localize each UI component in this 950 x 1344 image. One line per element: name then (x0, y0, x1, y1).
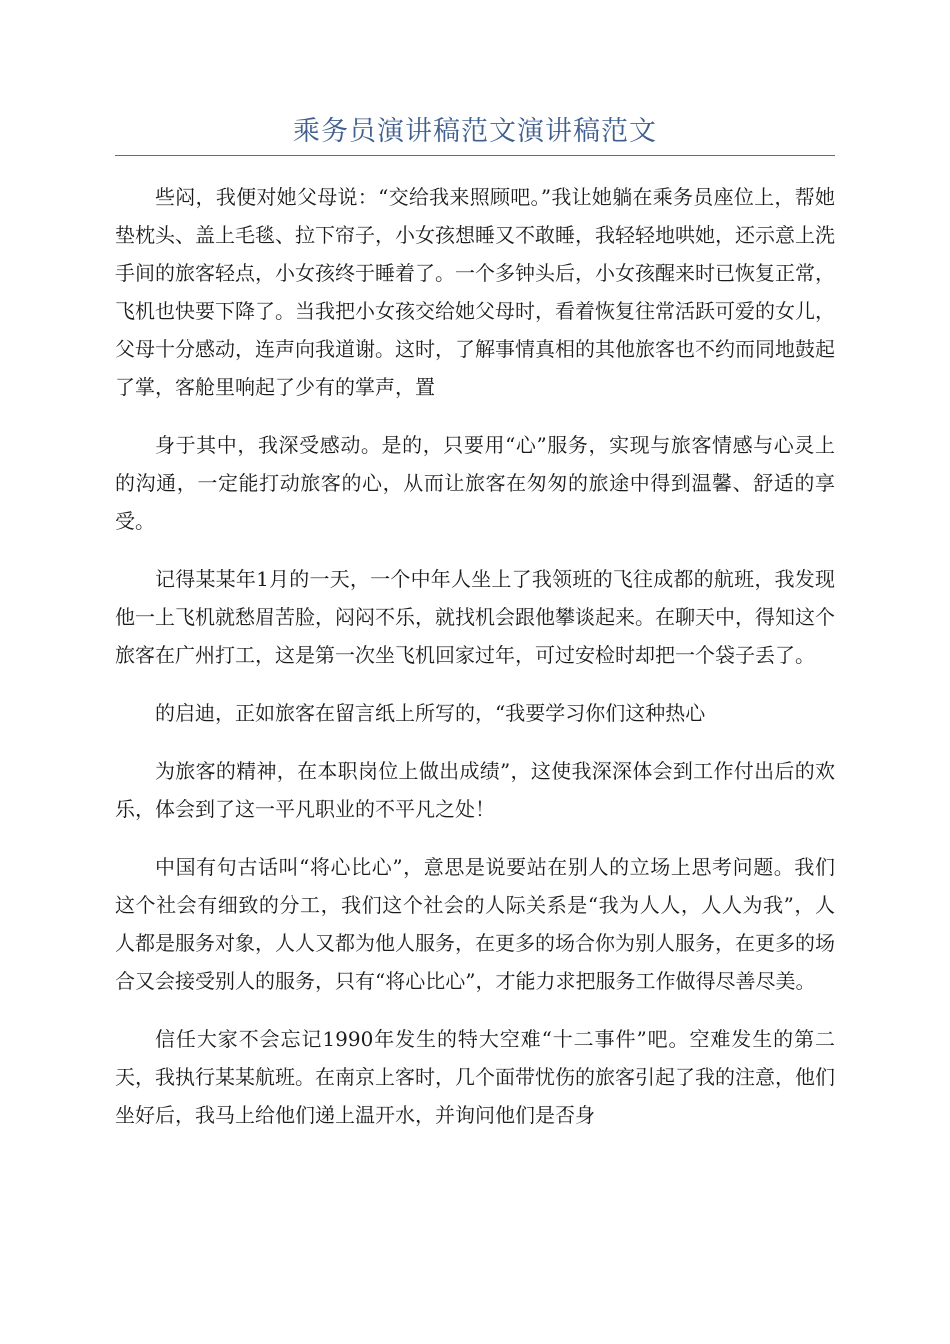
paragraph: 为旅客的精神，在本职岗位上做出成绩”，这使我深深体会到工作付出后的欢乐，体会到了这一平凡职业的不平凡之处！ (115, 759, 835, 821)
paragraph: 的启迪，正如旅客在留言纸上所写的，“我要学习你们这种热心 (155, 701, 706, 725)
paragraph: 中国有句古话叫“将心比心”，意思是说要站在别人的立场上思考问题。我们这个社会有细致的分工，我们这个社会的人际关系是“我为人人，人人为我”，人人都是服务对象，人人又都为他人服务，在更多的场合你为别人服务，在更多的场合又会接受别人的服务，只有“将心比心”，才能力求把服务工作做得尽善尽美。 (115, 855, 835, 993)
paragraph: 些闷，我便对她父母说：“交给我来照顾吧。”我让她躺在乘务员座位上，帮她垫枕头、盖上毛毯、拉下帘子，小女孩想睡又不敢睡，我轻轻地哄她，还示意上洗手间的旅客轻点，小女孩终于睡着了。一个多钟头后，小女孩醒来时已恢复正常，飞机也快要下降了。当我把小女孩交给她父母时，看着恢复往常活跃可爱的女儿，父母十分感动，连声向我道谢。这时，了解事情真相的其他旅客也不约而同地鼓起了掌，客舱里响起了少有的掌声，置 (115, 185, 835, 399)
paragraph: 身于其中，我深受感动。是的，只要用“心”服务，实现与旅客情感与心灵上的沟通，一定能打动旅客的心，从而让旅客在匆匆的旅途中得到温馨、舒适的享受。 (115, 433, 835, 533)
paragraph: 信任大家不会忘记1990年发生的特大空难“十二事件”吧。空难发生的第二天，我执行某某航班。在南京上客时，几个面带忧伤的旅客引起了我的注意，他们坐好后，我马上给他们递上温开水，并询问他们是否身 (115, 1027, 835, 1127)
paragraph: 记得某某年1月的一天，一个中年人坐上了我领班的飞往成都的航班，我发现他一上飞机就愁眉苦脸，闷闷不乐，就找机会跟他攀谈起来。在聊天中，得知这个旅客在广州打工，这是第一次坐飞机回家过年，可过安检时却把一个袋子丢了。 (115, 567, 835, 667)
document-title: 乘务员演讲稿范文演讲稿范文 (115, 112, 835, 156)
document-body (115, 178, 835, 1134)
document-page (115, 112, 835, 1154)
